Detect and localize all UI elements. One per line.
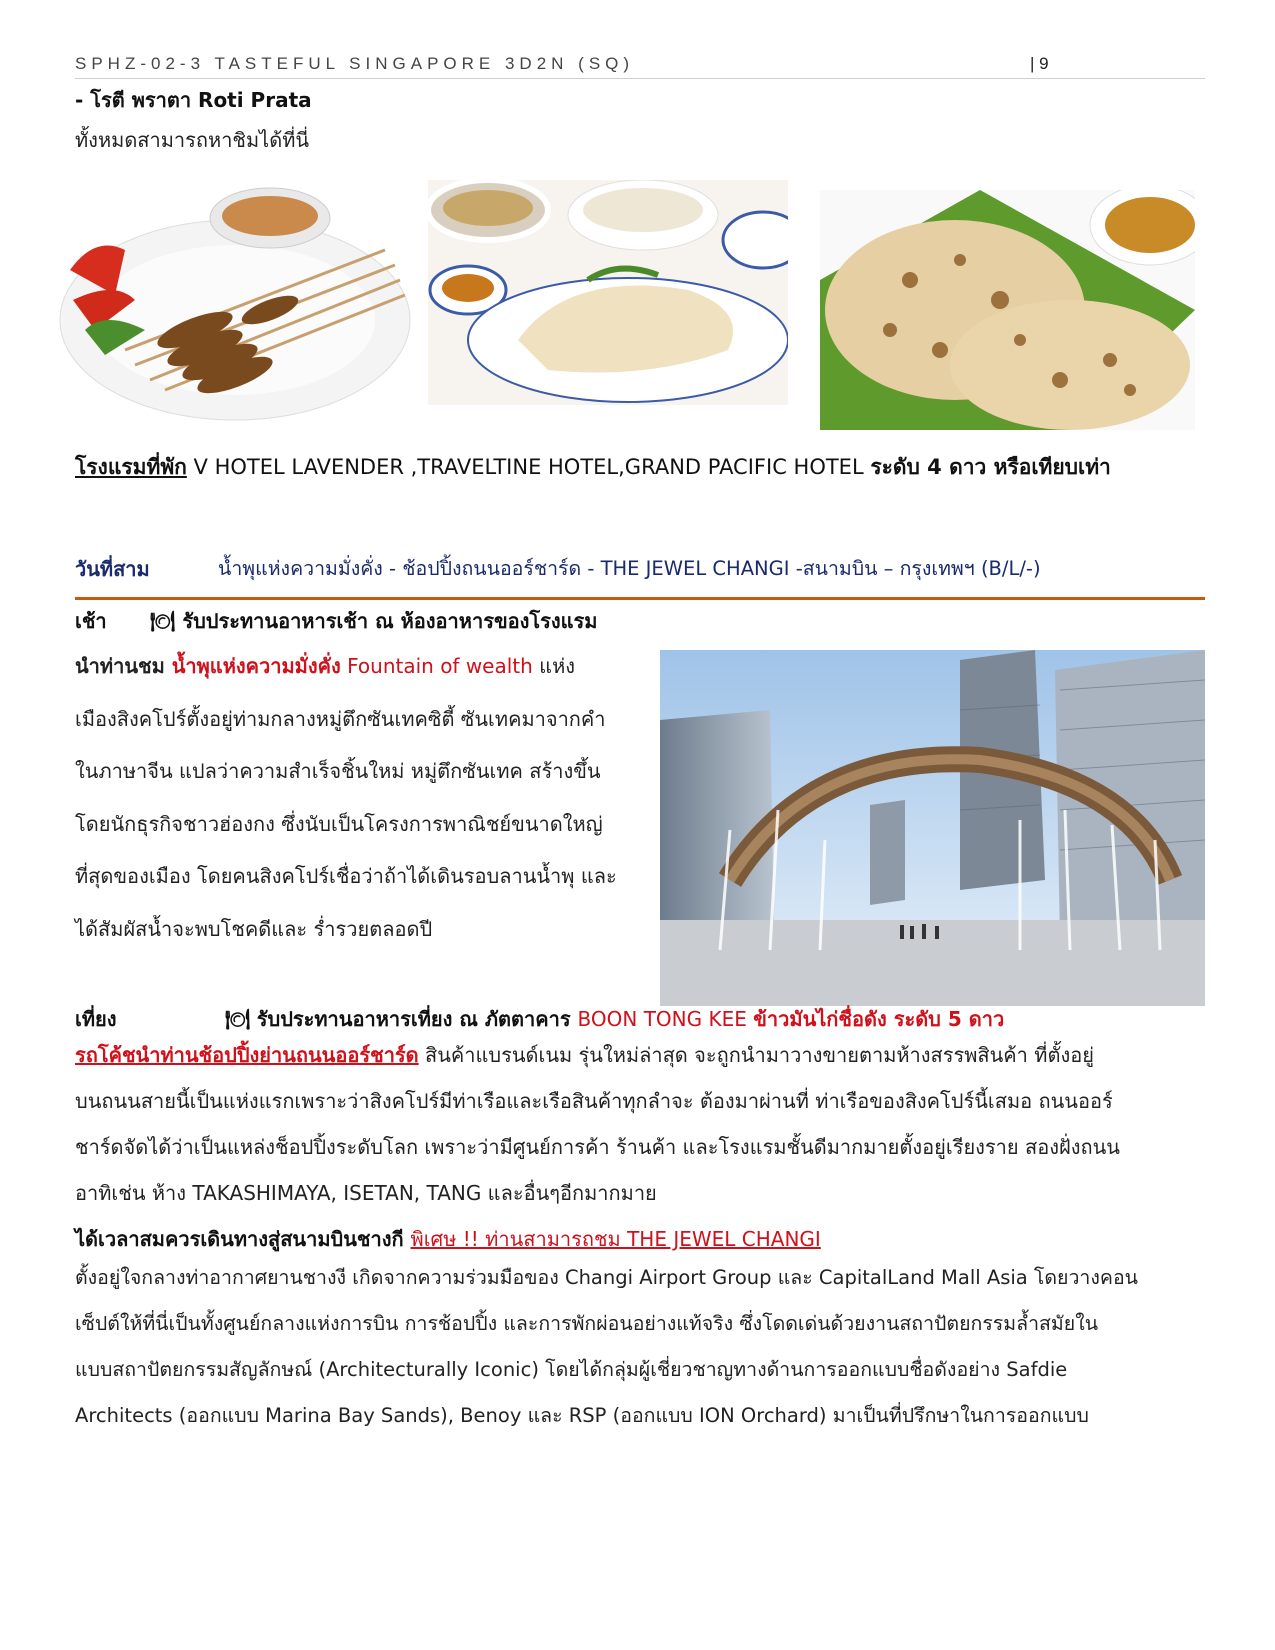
roti-prata-item: - โรตี พราตา Roti Prata (75, 88, 312, 112)
orchard-text: อาทิเช่น ห้าง TAKASHIMAYA, ISETAN, TANG และอื่นๆอีกมากมาย (75, 1181, 657, 1205)
roti-prata-photo (820, 190, 1195, 430)
fountain-text: โดยนักธุรกิจชาวฮ่องกง ซึ่งนับเป็นโครงการพาณิชย์ขนาดใหญ่ (75, 811, 603, 836)
orchard-text: บนถนนสายนี้เป็นแห่งแรกเพราะว่าสิงคโปร์มีท่าเรือและเรือสินค้าทุกลำจะ ต้องมาผ่านที่ ท่าเรือของสิงคโปร์นี้เสมอ ถนนออร์ (75, 1089, 1113, 1113)
intro-note: ทั้งหมดสามารถหาชิมได้ที่นี่ (75, 128, 310, 152)
jewel-text: แบบสถาปัตยกรรมสัญลักษณ์ (Architecturally Iconic) โดยได้กลุ่มผู้เชี่ยวชาญทางด้านการออกแบบชื่อดังอย่าง Safdie (75, 1358, 1068, 1381)
jewel-special: พิเศษ !! ท่านสามารถชม THE JEWEL CHANGI (410, 1227, 821, 1251)
fountain-name: น้ำพุแห่งความมั่งคั่ง (171, 654, 341, 678)
day3-title: น้ำพุแห่งความมั่งคั่ง - ช้อปปิ้งถนนออร์ชาร์ด - THE JEWEL CHANGI -สนามบิน – กรุงเทพฯ (B/L/-) (218, 557, 1041, 580)
day-divider (75, 597, 1205, 600)
fountain-text: แห่ง (532, 654, 576, 678)
fountain-text: ที่สุดของเมือง โดยคนสิงคโปร์เชื่อว่าถ้าได้เดินรอบลานน้ำพุ และ (75, 864, 617, 888)
lunch-text: รับประทานอาหารเที่ยง ณ ภัตตาคาร (256, 1007, 578, 1031)
hotel-label: โรงแรมที่พัก (75, 455, 187, 479)
orchard-paragraph (75, 1032, 1205, 1216)
breakfast-label: เช้า (75, 609, 107, 633)
fountain-name-en: Fountain of wealth (340, 654, 533, 678)
jewel-text: ตั้งอยู่ใจกลางท่าอากาศยานชางงี เกิดจากความร่วมมือของ Changi Airport Group และ CapitalLand Mall Asia โดยวางคอน (75, 1266, 1138, 1289)
hotel-line (75, 451, 1111, 484)
lunch-desc: ข้าวมันไก่ชื่อดัง ระดับ 5 ดาว (753, 1007, 1005, 1031)
satay-photo (55, 180, 415, 425)
fountain-of-wealth-photo (660, 650, 1205, 1006)
chicken-rice-photo (428, 180, 788, 405)
orchard-text: สินค้าแบรนด์เนม รุ่นใหม่ล่าสุด จะถูกนำมาวางขายตามห้างสรรพสินค้า ที่ตั้งอยู่ (418, 1043, 1094, 1067)
page-header (75, 52, 1205, 79)
jewel-text: เซ็ปต์ให้ที่นี่เป็นทั้งศูนย์กลางแห่งการบิน การช้อปปิ้ง และการพักผ่อนอย่างแท้จริง ซึ่งโดดเด่นด้วยงานสถาปัตยกรรมล้ำสมัยใน (75, 1312, 1099, 1335)
orchard-line (75, 1032, 1205, 1078)
day3-label: วันที่สาม (75, 557, 150, 581)
breakfast-line (150, 605, 597, 637)
fountain-paragraph (75, 640, 645, 955)
orchard-lead: รถโค้ชนำท่านช้อปปิ้งย่านถนนออร์ชาร์ด (75, 1043, 419, 1067)
fountain-lead: นำท่านชม (75, 654, 172, 678)
meal-icon: 🍽 (225, 1007, 251, 1031)
breakfast-text: รับประทานอาหารเช้า ณ ห้องอาหารของโรงแรม (182, 609, 598, 633)
hotel-level: ระดับ 4 ดาว หรือเทียบเท่า (870, 455, 1111, 479)
meal-icon: 🍽 (150, 609, 176, 633)
hotel-names: V HOTEL LAVENDER ,TRAVELTINE HOTEL,GRAND PACIFIC HOTEL (186, 455, 871, 479)
jewel-paragraph (75, 1255, 1205, 1439)
header-title: SPHZ-02-3 TASTEFUL SINGAPORE 3D2N (SQ) (75, 54, 635, 73)
fountain-text: ในภาษาจีน แปลว่าความสำเร็จชิ้นใหม่ หมู่ตึกซันเทค สร้างขึ้น (75, 759, 601, 783)
airport-lead: ได้เวลาสมควรเดินทางสู่สนามบินชางกี (75, 1227, 411, 1251)
jewel-text: Architects (ออกแบบ Marina Bay Sands), Benoy และ RSP (ออกแบบ ION Orchard) มาเป็นที่ปรึกษาในการออกแบบ (75, 1404, 1089, 1427)
page-number: | 9 (1030, 54, 1049, 73)
airport-line (75, 1223, 821, 1255)
lunch-label: เที่ยง (75, 1007, 117, 1031)
lunch-restaurant: BOON TONG KEE (577, 1007, 754, 1031)
lunch-line (225, 1003, 1004, 1035)
orchard-text: ชาร์ดจัดได้ว่าเป็นแหล่งช็อปปิ้งระดับโลก เพราะว่ามีศูนย์การค้า ร้านค้า และโรงแรมชั้นดีมากมายตั้งอยู่เรียงราย สองฝั่งถนน (75, 1135, 1120, 1159)
fountain-text: เมืองสิงคโปร์ตั้งอยู่ท่ามกลางหมู่ตึกซันเทคซิตี้ ซันเทคมาจากคำ (75, 706, 606, 731)
fountain-line-1 (75, 640, 645, 693)
fountain-text: ได้สัมผัสน้ำจะพบโชคดีและ ร่ำรวยตลอดปี (75, 916, 433, 941)
